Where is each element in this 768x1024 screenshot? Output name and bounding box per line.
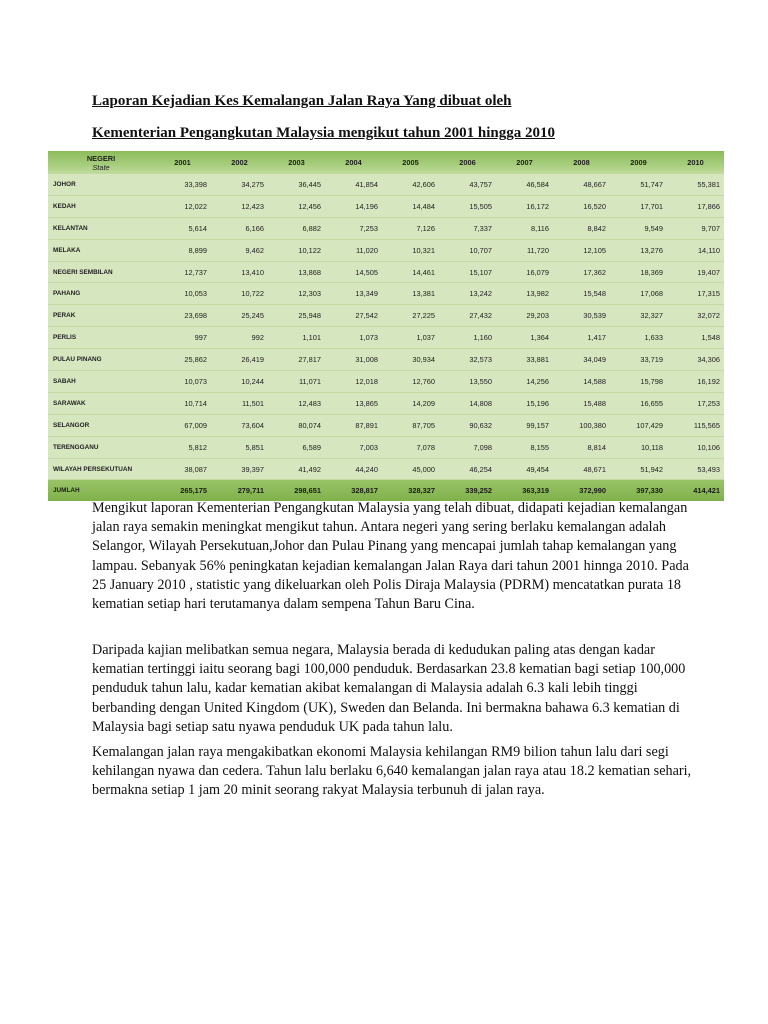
- value-cell: 34,049: [583, 355, 606, 365]
- state-name-cell: SARAWAK: [53, 399, 86, 407]
- value-cell: 9,462: [245, 245, 264, 255]
- value-cell: 15,196: [526, 398, 549, 408]
- value-cell: 11,720: [526, 245, 549, 255]
- value-cell: 32,072: [697, 311, 720, 321]
- value-cell: 12,423: [241, 201, 264, 211]
- value-cell: 53,493: [697, 464, 720, 474]
- value-cell: 8,842: [587, 223, 606, 233]
- value-cell: 33,398: [184, 179, 207, 189]
- value-cell: 14,256: [526, 376, 549, 386]
- total-cell: 339,252: [465, 486, 492, 496]
- value-cell: 992: [251, 333, 264, 343]
- value-cell: 15,488: [583, 398, 606, 408]
- value-cell: 12,303: [298, 289, 321, 299]
- value-cell: 10,714: [184, 398, 207, 408]
- value-cell: 15,548: [583, 289, 606, 299]
- value-cell: 27,817: [298, 355, 321, 365]
- table-row: [48, 217, 724, 239]
- value-cell: 16,655: [640, 398, 663, 408]
- document-title-line-1: Laporan Kejadian Kes Kemalangan Jalan Raya Yang dibuat oleh: [92, 93, 512, 109]
- total-cell: 414,421: [693, 486, 720, 496]
- value-cell: 7,098: [473, 442, 492, 452]
- total-cell: 328,327: [408, 486, 435, 496]
- table-row: [48, 239, 724, 261]
- year-header: 2004: [345, 158, 362, 167]
- value-cell: 41,854: [355, 179, 378, 189]
- value-cell: 99,157: [526, 420, 549, 430]
- value-cell: 80,074: [298, 420, 321, 430]
- value-cell: 1,160: [473, 333, 492, 343]
- year-header: 2010: [687, 158, 704, 167]
- value-cell: 16,520: [583, 201, 606, 211]
- value-cell: 48,667: [583, 179, 606, 189]
- value-cell: 30,934: [412, 355, 435, 365]
- value-cell: 18,369: [640, 267, 663, 277]
- table-row: [48, 174, 724, 195]
- state-name-cell: WILAYAH PERSEKUTUAN: [53, 465, 133, 473]
- value-cell: 17,068: [640, 289, 663, 299]
- value-cell: 45,000: [412, 464, 435, 474]
- value-cell: 9,549: [644, 223, 663, 233]
- value-cell: 1,037: [416, 333, 435, 343]
- value-cell: 30,539: [583, 311, 606, 321]
- value-cell: 14,808: [469, 398, 492, 408]
- document-title-line-2: Kementerian Pengangkutan Malaysia mengikut tahun 2001 hingga 2010: [92, 125, 555, 141]
- state-column-header: [48, 151, 154, 174]
- value-cell: 44,240: [355, 464, 378, 474]
- table-row: [48, 349, 724, 371]
- value-cell: 90,632: [469, 420, 492, 430]
- value-cell: 12,018: [355, 376, 378, 386]
- state-name-cell: KEDAH: [53, 202, 76, 210]
- value-cell: 14,196: [355, 201, 378, 211]
- total-cell: 279,711: [237, 486, 264, 496]
- value-cell: 42,606: [412, 179, 435, 189]
- value-cell: 16,172: [526, 201, 549, 211]
- value-cell: 25,948: [298, 311, 321, 321]
- value-cell: 11,071: [298, 376, 321, 386]
- value-cell: 10,073: [184, 376, 207, 386]
- value-cell: 8,116: [531, 223, 549, 233]
- value-cell: 14,588: [583, 376, 606, 386]
- value-cell: 100,380: [579, 420, 606, 430]
- table-row: [48, 327, 724, 349]
- value-cell: 6,882: [302, 223, 321, 233]
- value-cell: 13,381: [412, 289, 435, 299]
- state-name-cell: PULAU PINANG: [53, 356, 102, 364]
- value-cell: 8,155: [530, 442, 549, 452]
- table-body: [48, 174, 724, 480]
- value-cell: 5,851: [245, 442, 264, 452]
- total-cell: 328,817: [351, 486, 378, 496]
- value-cell: 29,203: [526, 311, 549, 321]
- value-cell: 14,505: [355, 267, 378, 277]
- year-header: 2001: [174, 158, 191, 167]
- value-cell: 1,548: [701, 333, 720, 343]
- table-row: [48, 436, 724, 458]
- value-cell: 5,614: [188, 223, 207, 233]
- value-cell: 13,982: [526, 289, 549, 299]
- value-cell: 32,573: [469, 355, 492, 365]
- value-cell: 46,254: [469, 464, 492, 474]
- value-cell: 51,747: [640, 179, 663, 189]
- value-cell: 39,397: [241, 464, 264, 474]
- value-cell: 73,604: [241, 420, 264, 430]
- value-cell: 41,492: [298, 464, 321, 474]
- value-cell: 7,253: [359, 223, 378, 233]
- total-cell: 265,175: [180, 486, 207, 496]
- value-cell: 10,244: [241, 376, 264, 386]
- state-name-cell: SABAH: [53, 377, 76, 385]
- value-cell: 36,445: [298, 179, 321, 189]
- value-cell: 13,865: [355, 398, 378, 408]
- state-name-cell: MELAKA: [53, 246, 81, 254]
- value-cell: 48,671: [583, 464, 606, 474]
- total-label: JUMLAH: [53, 487, 80, 495]
- value-cell: 10,321: [412, 245, 435, 255]
- value-cell: 9,707: [701, 223, 720, 233]
- year-header: 2009: [630, 158, 647, 167]
- value-cell: 13,242: [469, 289, 492, 299]
- value-cell: 12,483: [298, 398, 321, 408]
- value-cell: 23,698: [184, 311, 207, 321]
- value-cell: 13,410: [241, 267, 264, 277]
- value-cell: 8,899: [188, 245, 207, 255]
- table-row: [48, 414, 724, 436]
- value-cell: 15,798: [640, 376, 663, 386]
- table-header-row: [48, 151, 724, 174]
- table-row: [48, 458, 724, 480]
- total-cell: 372,990: [579, 486, 606, 496]
- value-cell: 12,737: [184, 267, 207, 277]
- paragraph-2: Daripada kajian melibatkan semua negara, Malaysia berada di kedudukan paling atas dengan kadar kematian tertinggi iaitu seorang bagi 100,000 penduduk. Berdasarkan 23.8 kematian bagi setiap 100,000 penduduk tahun lalu, kadar kematian akibat kemalangan di Malaysia adalah 6.3 kali lebih tinggi berbanding dengan United Kingdom (UK), Sweden dan Belanda. Ini bermakna bahawa 6.3 kematian di Malaysia bagi setiap satu nyawa penduduk UK pada tahun lalu.: [92, 642, 686, 735]
- value-cell: 8,814: [587, 442, 606, 452]
- value-cell: 7,003: [359, 442, 378, 452]
- value-cell: 1,417: [587, 333, 606, 343]
- value-cell: 13,276: [640, 245, 663, 255]
- value-cell: 87,705: [412, 420, 435, 430]
- value-cell: 7,337: [473, 223, 492, 233]
- value-cell: 46,584: [526, 179, 549, 189]
- value-cell: 10,053: [184, 289, 207, 299]
- value-cell: 11,501: [241, 398, 264, 408]
- value-cell: 33,881: [526, 355, 549, 365]
- value-cell: 10,707: [469, 245, 492, 255]
- value-cell: 87,891: [355, 420, 378, 430]
- value-cell: 55,381: [697, 179, 720, 189]
- value-cell: 1,633: [644, 333, 663, 343]
- value-cell: 13,550: [469, 376, 492, 386]
- value-cell: 32,327: [640, 311, 663, 321]
- total-cell: 298,651: [294, 486, 321, 496]
- value-cell: 51,942: [640, 464, 663, 474]
- value-cell: 1,101: [302, 333, 321, 343]
- value-cell: 12,022: [184, 201, 207, 211]
- value-cell: 1,364: [530, 333, 549, 343]
- value-cell: 15,505: [469, 201, 492, 211]
- value-cell: 27,542: [355, 311, 378, 321]
- value-cell: 19,407: [697, 267, 720, 277]
- value-cell: 6,166: [245, 223, 264, 233]
- value-cell: 12,105: [583, 245, 606, 255]
- value-cell: 11,020: [355, 245, 378, 255]
- table-row: [48, 392, 724, 414]
- year-header: 2005: [402, 158, 419, 167]
- state-name-cell: NEGERI SEMBILAN: [53, 268, 113, 276]
- table-row: [48, 371, 724, 393]
- value-cell: 10,722: [241, 289, 264, 299]
- value-cell: 6,589: [302, 442, 321, 452]
- value-cell: 10,122: [298, 245, 321, 255]
- state-header-label: NEGERI: [86, 153, 116, 163]
- year-header: 2006: [459, 158, 476, 167]
- state-name-cell: TERENGGANU: [53, 443, 99, 451]
- state-name-cell: PERLIS: [53, 334, 77, 342]
- value-cell: 16,192: [697, 376, 720, 386]
- value-cell: 997: [194, 333, 207, 343]
- value-cell: 17,362: [583, 267, 606, 277]
- year-header: 2007: [516, 158, 533, 167]
- accident-table: [48, 151, 724, 501]
- year-header: 2008: [573, 158, 590, 167]
- value-cell: 25,862: [184, 355, 207, 365]
- paragraph-3: Kemalangan jalan raya mengakibatkan ekonomi Malaysia kehilangan RM9 bilion tahun lalu dari segi kehilangan nyawa dan cedera. Tahun lalu berlaku 6,640 kemalangan jalan raya atau 18.2 kematian sehari, bermakna setiap 1 jam 20 minit seorang rakyat Malaysia terbunuh di jalan raya.: [92, 744, 692, 799]
- value-cell: 7,126: [416, 223, 435, 233]
- state-name-cell: SELANGOR: [53, 421, 90, 429]
- value-cell: 27,225: [412, 311, 435, 321]
- value-cell: 13,349: [355, 289, 378, 299]
- value-cell: 1,073: [359, 333, 378, 343]
- value-cell: 43,757: [469, 179, 492, 189]
- value-cell: 14,484: [412, 201, 435, 211]
- value-cell: 115,565: [693, 420, 720, 430]
- state-name-cell: JOHOR: [53, 180, 76, 188]
- value-cell: 14,110: [697, 245, 720, 255]
- value-cell: 26,419: [241, 355, 264, 365]
- value-cell: 13,868: [298, 267, 321, 277]
- value-cell: 31,008: [355, 355, 378, 365]
- year-header: 2002: [231, 158, 248, 167]
- total-cell: 363,319: [522, 486, 549, 496]
- value-cell: 33,719: [640, 355, 663, 365]
- state-header-english: State: [92, 162, 110, 172]
- value-cell: 15,107: [469, 267, 492, 277]
- value-cell: 38,087: [184, 464, 207, 474]
- state-name-cell: KELANTAN: [53, 224, 88, 232]
- value-cell: 14,209: [412, 398, 435, 408]
- state-name-cell: PAHANG: [53, 290, 81, 298]
- value-cell: 49,454: [526, 464, 549, 474]
- year-header: 2003: [288, 158, 305, 167]
- value-cell: 17,866: [697, 201, 720, 211]
- value-cell: 34,275: [241, 179, 264, 189]
- state-name-cell: PERAK: [53, 312, 76, 320]
- value-cell: 10,106: [697, 442, 720, 452]
- value-cell: 7,078: [416, 442, 435, 452]
- value-cell: 17,701: [640, 201, 663, 211]
- value-cell: 107,429: [636, 420, 663, 430]
- value-cell: 16,079: [526, 267, 549, 277]
- value-cell: 34,306: [697, 355, 720, 365]
- value-cell: 14,461: [412, 267, 435, 277]
- table-row: [48, 261, 724, 283]
- table-row: [48, 195, 724, 217]
- value-cell: 17,253: [697, 398, 720, 408]
- table-row: [48, 305, 724, 327]
- value-cell: 10,118: [640, 442, 663, 452]
- total-cell: 397,330: [636, 486, 663, 496]
- value-cell: 12,456: [298, 201, 321, 211]
- value-cell: 25,245: [241, 311, 264, 321]
- value-cell: 67,009: [184, 420, 207, 430]
- value-cell: 5,812: [188, 442, 207, 452]
- value-cell: 17,315: [697, 289, 720, 299]
- value-cell: 27,432: [469, 311, 492, 321]
- value-cell: 12,760: [412, 376, 435, 386]
- paragraph-1: Mengikut laporan Kementerian Pengangkutan Malaysia yang telah dibuat, didapati kejadian kemalangan jalan raya semakin meningkat mengikut tahun. Antara negeri yang sering berlaku kemalangan adalah Selangor, Wilayah Persekutuan,Johor dan Pulau Pinang yang mencapai jumlah tahap kemalangan yang lampau. Sebanyak 56% peningkatan kejadian kemalangan Jalan Raya dari tahun 2001 hinnga 2010. Pada 25 January 2010 , statistic yang dikeluarkan oleh Polis Diraja Malaysia (PDRM) mencatatkan purata 18 kematian setiap hari terutamanya dalam sempena Tahun Baru Cina.: [92, 500, 689, 613]
- table-row: [48, 283, 724, 305]
